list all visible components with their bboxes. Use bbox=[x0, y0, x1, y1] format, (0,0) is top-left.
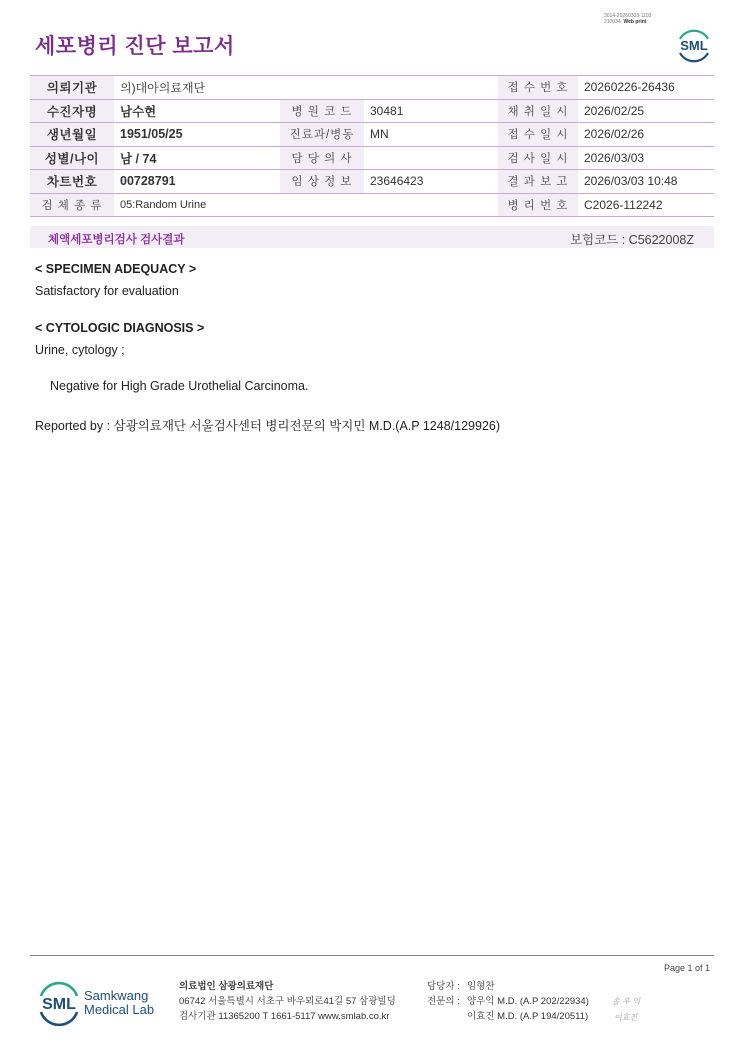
diagnosis-site: Urine, cytology ; bbox=[35, 343, 125, 357]
reported-by: Reported by : 삼광의료재단 서울검사센터 병리전문의 박지민 M.D.(A.P 1248/129926) bbox=[35, 419, 501, 433]
org-name: 의료법인 삼광의료재단 bbox=[179, 981, 274, 992]
specialist-label: 전문의 : bbox=[427, 996, 460, 1007]
org-address: 06742 서울특별시 서초구 바우뫼로41길 57 삼광빌딩 bbox=[179, 996, 396, 1007]
patient-info-table bbox=[30, 75, 714, 217]
table-row bbox=[30, 123, 714, 147]
adequacy-header: < SPECIMEN ADEQUACY > bbox=[35, 262, 197, 276]
pathology-no-label: 병 리 번 호 bbox=[498, 193, 578, 217]
report-date-label: 결 과 보 고 bbox=[498, 170, 578, 194]
section-title: 체액세포병리검사 검사결과 bbox=[48, 234, 185, 246]
dob-label: 생년월일 bbox=[30, 123, 114, 147]
collect-date-label: 채 취 일 시 bbox=[498, 99, 578, 123]
sex-age-label: 성별/나이 bbox=[30, 146, 114, 170]
receipt-date-label: 접 수 일 시 bbox=[498, 123, 578, 147]
print-type: Web print bbox=[623, 19, 647, 25]
result-section-header bbox=[30, 226, 714, 248]
specialist-2: 이효진 M.D. (A.P 194/20511) bbox=[467, 1011, 589, 1022]
receipt-date-value: 2026/02/26 bbox=[578, 123, 714, 147]
table-row bbox=[30, 76, 714, 100]
receipt-no-value: 20260226-26436 bbox=[578, 76, 714, 100]
page-title: 세포병리 진단 보고서 bbox=[35, 35, 235, 58]
requester-value: 의)대아의료재단 bbox=[114, 76, 498, 100]
clinical-info-label: 임 상 정 보 bbox=[280, 170, 364, 194]
diagnosis-text: Negative for High Grade Urothelial Carcinoma. bbox=[50, 379, 309, 393]
hospital-code-label: 병 원 코 드 bbox=[280, 99, 364, 123]
footer-divider bbox=[30, 955, 714, 956]
insurance-code: 보험코드 : C5622008Z bbox=[569, 233, 694, 247]
specimen-value: 05:Random Urine bbox=[114, 193, 498, 217]
chart-no-label: 차트번호 bbox=[30, 170, 114, 194]
logo-text: SML bbox=[680, 38, 708, 53]
patient-value: 남수현 bbox=[114, 99, 280, 123]
doctor-label: 담 당 의 사 bbox=[280, 146, 364, 170]
table-row bbox=[30, 170, 714, 194]
manager-label: 담당자 : bbox=[427, 981, 460, 992]
signature-1: 송 우 익 bbox=[612, 997, 641, 1006]
sml-logo-icon bbox=[674, 25, 714, 65]
table-row bbox=[30, 193, 714, 217]
collect-date-value: 2026/02/25 bbox=[578, 99, 714, 123]
specialist-1: 양우익 M.D. (A.P 202/22934) bbox=[467, 996, 589, 1007]
chart-no-value: 00728791 bbox=[114, 170, 280, 194]
test-date-value: 2026/03/03 bbox=[578, 146, 714, 170]
dob-value: 1951/05/25 bbox=[114, 123, 280, 147]
brand-name bbox=[84, 989, 154, 1017]
receipt-no-label: 접 수 번 호 bbox=[498, 76, 578, 100]
staff-names bbox=[467, 979, 589, 1024]
org-info bbox=[179, 979, 396, 1024]
org-contact: 검사기관 11365200 T 1661-5117 www.smlab.co.kr bbox=[179, 1011, 390, 1022]
report-date-value: 2026/03/03 10:48 bbox=[578, 170, 714, 194]
print-code bbox=[604, 13, 651, 25]
print-code-line1: 3014-20260303-1103 bbox=[604, 13, 652, 19]
specimen-label: 검 체 종 류 bbox=[30, 193, 114, 217]
manager-name: 임형찬 bbox=[467, 981, 495, 992]
clinical-info-value: 23646423 bbox=[364, 170, 498, 194]
pathology-no-value: C2026-112242 bbox=[578, 193, 714, 217]
patient-label: 수진자명 bbox=[30, 99, 114, 123]
brand-line1: Samkwang bbox=[84, 988, 149, 1003]
dept-label: 진료과/병동 bbox=[280, 123, 364, 147]
page-number: Page 1 of 1 bbox=[663, 963, 710, 973]
table-row bbox=[30, 146, 714, 170]
sml-footer-logo-icon bbox=[36, 980, 82, 1026]
requester-label: 의뢰기관 bbox=[30, 76, 114, 100]
sex-age-value: 남 / 74 bbox=[114, 146, 280, 170]
signature-2: 이효진 bbox=[614, 1013, 638, 1022]
footer-logo-text: SML bbox=[42, 996, 76, 1013]
table-row bbox=[30, 99, 714, 123]
doctor-value bbox=[364, 146, 498, 170]
dept-value: MN bbox=[364, 123, 498, 147]
diagnosis-header: < CYTOLOGIC DIAGNOSIS > bbox=[35, 321, 205, 335]
brand-line2: Medical Lab bbox=[84, 1002, 155, 1017]
print-code-line2: 210034 bbox=[604, 19, 621, 25]
staff-labels bbox=[427, 979, 460, 1009]
adequacy-text: Satisfactory for evaluation bbox=[35, 284, 179, 298]
test-date-label: 검 사 일 시 bbox=[498, 146, 578, 170]
hospital-code-value: 30481 bbox=[364, 99, 498, 123]
